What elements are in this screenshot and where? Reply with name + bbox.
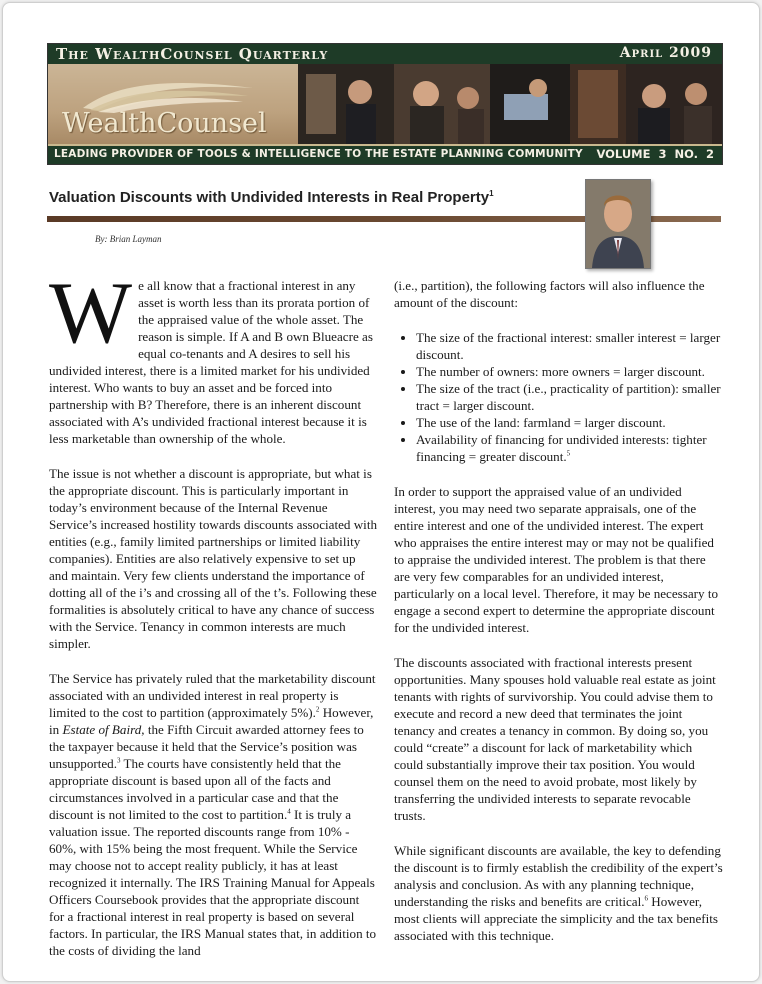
- newsletter-masthead: [47, 43, 723, 165]
- footnote-ref: 3: [117, 756, 121, 765]
- paragraph: The Service has privately ruled that the marketability discount associated with an undivided interest in real property is limited to the cost to partition (approximately 5%).$^2$ However, in Estate of Baird, the Fifth Circuit awarded attorney fees to the taxpayer because it held that the Service’s position was unsupported.$^3$ The courts have consistently held that the appropriate discount is based upon all of the facts and circumstances involved in a particular case and that the discount is not limited to the cost to partition.$^4$ It is truly a valuation issue. The reported discounts range from 10% - 60%, with 15% being the most frequent. While the Service may choose not to accept reality publicly, it has at least recognized it internally. The IRS Training Manual for Appeals Officers Coursebook provides that the appropriate discount for a fractional interest in real property is based on several factors. In particular, the IRS Manual states that, in addition to the costs of dividing the land: [49, 671, 377, 958]
- masthead-banner-image: [48, 64, 722, 144]
- logo-area: [48, 64, 298, 144]
- document-page: [2, 2, 760, 982]
- list-item: • The use of the land: farmland = larger discount.: [416, 414, 724, 431]
- newsletter-title: The WealthCounsel Quarterly: [56, 45, 329, 63]
- byline: By: Brian Layman: [95, 234, 162, 244]
- footnote-ref: 1: [489, 189, 494, 198]
- paragraph: The issue is not whether a discount is appropriate, but what is the appropriate discount. This is particularly important in today’s environment because of the Internal Revenue Service’s increased hostility towards discounts associated with entities (e.g., family limited partnerships or limited liability companies). Entities are also relatively expensive to set up and maintain. Very few clients understand the importance of dotting all of the i’s and crossing all of the t’s. Following these formalities is absolutely critical to have any chance of success with the Service. Tenancy in common interests are much simpler.: [49, 466, 378, 651]
- footnote-ref: 2: [315, 705, 320, 714]
- masthead-photo-collage: [298, 64, 722, 144]
- issue-date: April 2009: [619, 45, 712, 61]
- volume-number: VOLUME 3 NO. 2: [596, 147, 714, 161]
- list-item: • Availability of financing for undivided interests: tighter financing = greater discount.$^5$: [416, 431, 724, 465]
- list-item: • The size of the fractional interest: smaller interest = larger discount.: [416, 329, 724, 363]
- footnote-ref: 5: [566, 449, 571, 458]
- article-title: Valuation Discounts with Undivided Interests in Real Property$^1$: [49, 189, 494, 206]
- paragraph: (i.e., partition), the following factors will also influence the amount of the discount:: [394, 278, 705, 310]
- footnote-ref: 6: [644, 894, 649, 903]
- article-column-right: [394, 277, 724, 962]
- paragraph: While significant discounts are available, the key to defending the discount is to firmly establish the credibility of the expert’s analysis and conclusion. As with any planning technique, understanding the risks and benefits are critical.$^6$ However, most clients will appreciate the simplicity and the tax benefits associated with this technique.: [394, 843, 723, 943]
- discount-factors-list: [394, 329, 724, 465]
- list-item: • The number of owners: more owners = larger discount.: [416, 363, 724, 380]
- masthead-bottom-band: [48, 144, 722, 164]
- masthead-top-band: [48, 44, 722, 64]
- wealthcounsel-logo: WealthCounsel: [62, 108, 267, 139]
- case-name: Estate of Baird: [62, 722, 142, 737]
- paragraph: The discounts associated with fractional interests present opportunities. Many spouses hold valuable real estate as joint tenants with rights of survivorship. You could advise them to execute and record a new deed that terminates the joint tenancy and creates a tenancy in common. By doing so, you could “create” a discount for lack of marketability which could substantially improve their tax position. You would counsel them on the need to avoid probate, most likely by transferring the undivided interests to separate revocable trusts.: [394, 655, 716, 823]
- article-column-left: [49, 265, 378, 977]
- footnote-ref: 4: [287, 807, 291, 816]
- masthead-tagline: LEADING PROVIDER OF TOOLS & INTELLIGENCE TO THE ESTATE PLANNING COMMUNITY: [54, 148, 583, 160]
- paragraph: We all know that a fractional interest in any asset is worth less than its prorata portion of the appraised value of the whole asset. The reason is simple. If A and B own Blueacre as equal co-tenants and A desires to sell his undivided interest, there is a limited market for his undivided interest. Who wants to buy an asset and be forced into partnership with B? Therefore, there is an inherent discount associated with A’s undivided fractional interest because it is less marketable than ownership of the whole.: [49, 265, 373, 446]
- list-item: • The size of the tract (i.e., practicality of partition): smaller tract = larger discount.: [416, 380, 724, 414]
- drop-cap: W: [49, 265, 133, 362]
- author-photo: [585, 179, 651, 269]
- paragraph: In order to support the appraised value of an undivided interest, you may need two separate appraisals, one of the entire interest and one of the undivided interest. The expert who appraises the entire interest may or may not be qualified to appraise the undivided interest. The problem is that there are very few comparables for an undivided interest, particularly on a local level. Therefore, it may be necessary to engage a second expert to determine the appropriate discount for the undivided interest.: [394, 484, 719, 635]
